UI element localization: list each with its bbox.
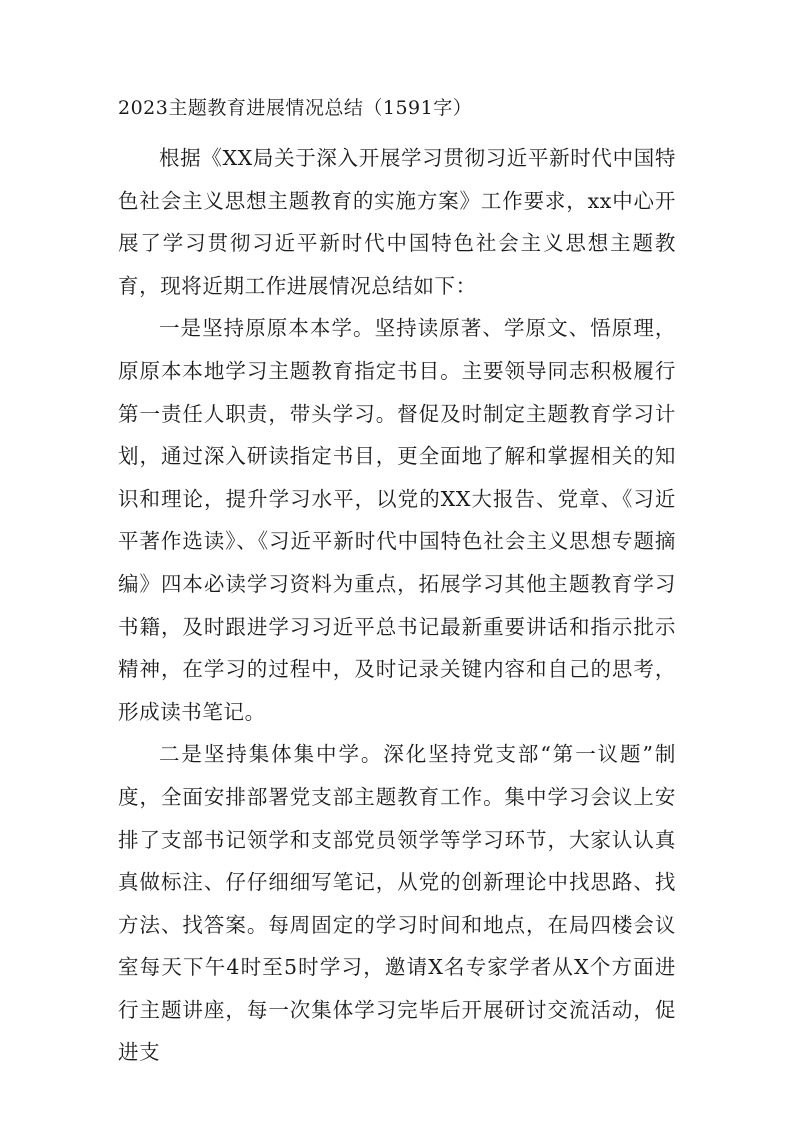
paragraph-intro: 根据《XX局关于深入开展学习贯彻习近平新时代中国特色社会主义思想主题教育的实施方案》工作要求，xx中心开展了学习贯彻习近平新时代中国特色社会主义思想主题教育，现将近期工作进展情况总结如下： (118, 146, 676, 298)
paragraph-collective-study: 二是坚持集体集中学。深化坚持党支部“第一议题”制度，全面安排部署党支部主题教育工作。集中学习会议上安排了支部书记领学和支部党员领学等学习环节，大家认认真真做标注、仔仔细细写笔记，从党的创新理论中找思路、找方法、找答案。每周固定的学习时间和地点，在局四楼会议室每天下午4时至5时学习，邀请X名专家学者从X个方面进行主题讲座，每一次集体学习完毕后开展研讨交流活动，促进支 (118, 742, 676, 1065)
document-body (118, 137, 676, 1074)
paragraph-study-originals: 一是坚持原原本本学。坚持读原著、学原文、悟原理，原原本本地学习主题教育指定书目。主要领导同志积极履行第一责任人职责，带头学习。督促及时制定主题教育学习计划，通过深入研读指定书目，更全面地了解和掌握相关的知识和理论，提升学习水平，以党的XX大报告、党章、《习近平著作选读》、《习近平新时代中国特色社会主义思想专题摘编》四本必读学习资料为重点，拓展学习其他主题教育学习书籍，及时跟进学习习近平总书记最新重要讲话和指示批示精神，在学习的过程中，及时记录关键内容和自己的思考，形成读书笔记。 (118, 316, 676, 724)
document-title: 2023主题教育进展情况总结（1591字） (118, 97, 473, 119)
